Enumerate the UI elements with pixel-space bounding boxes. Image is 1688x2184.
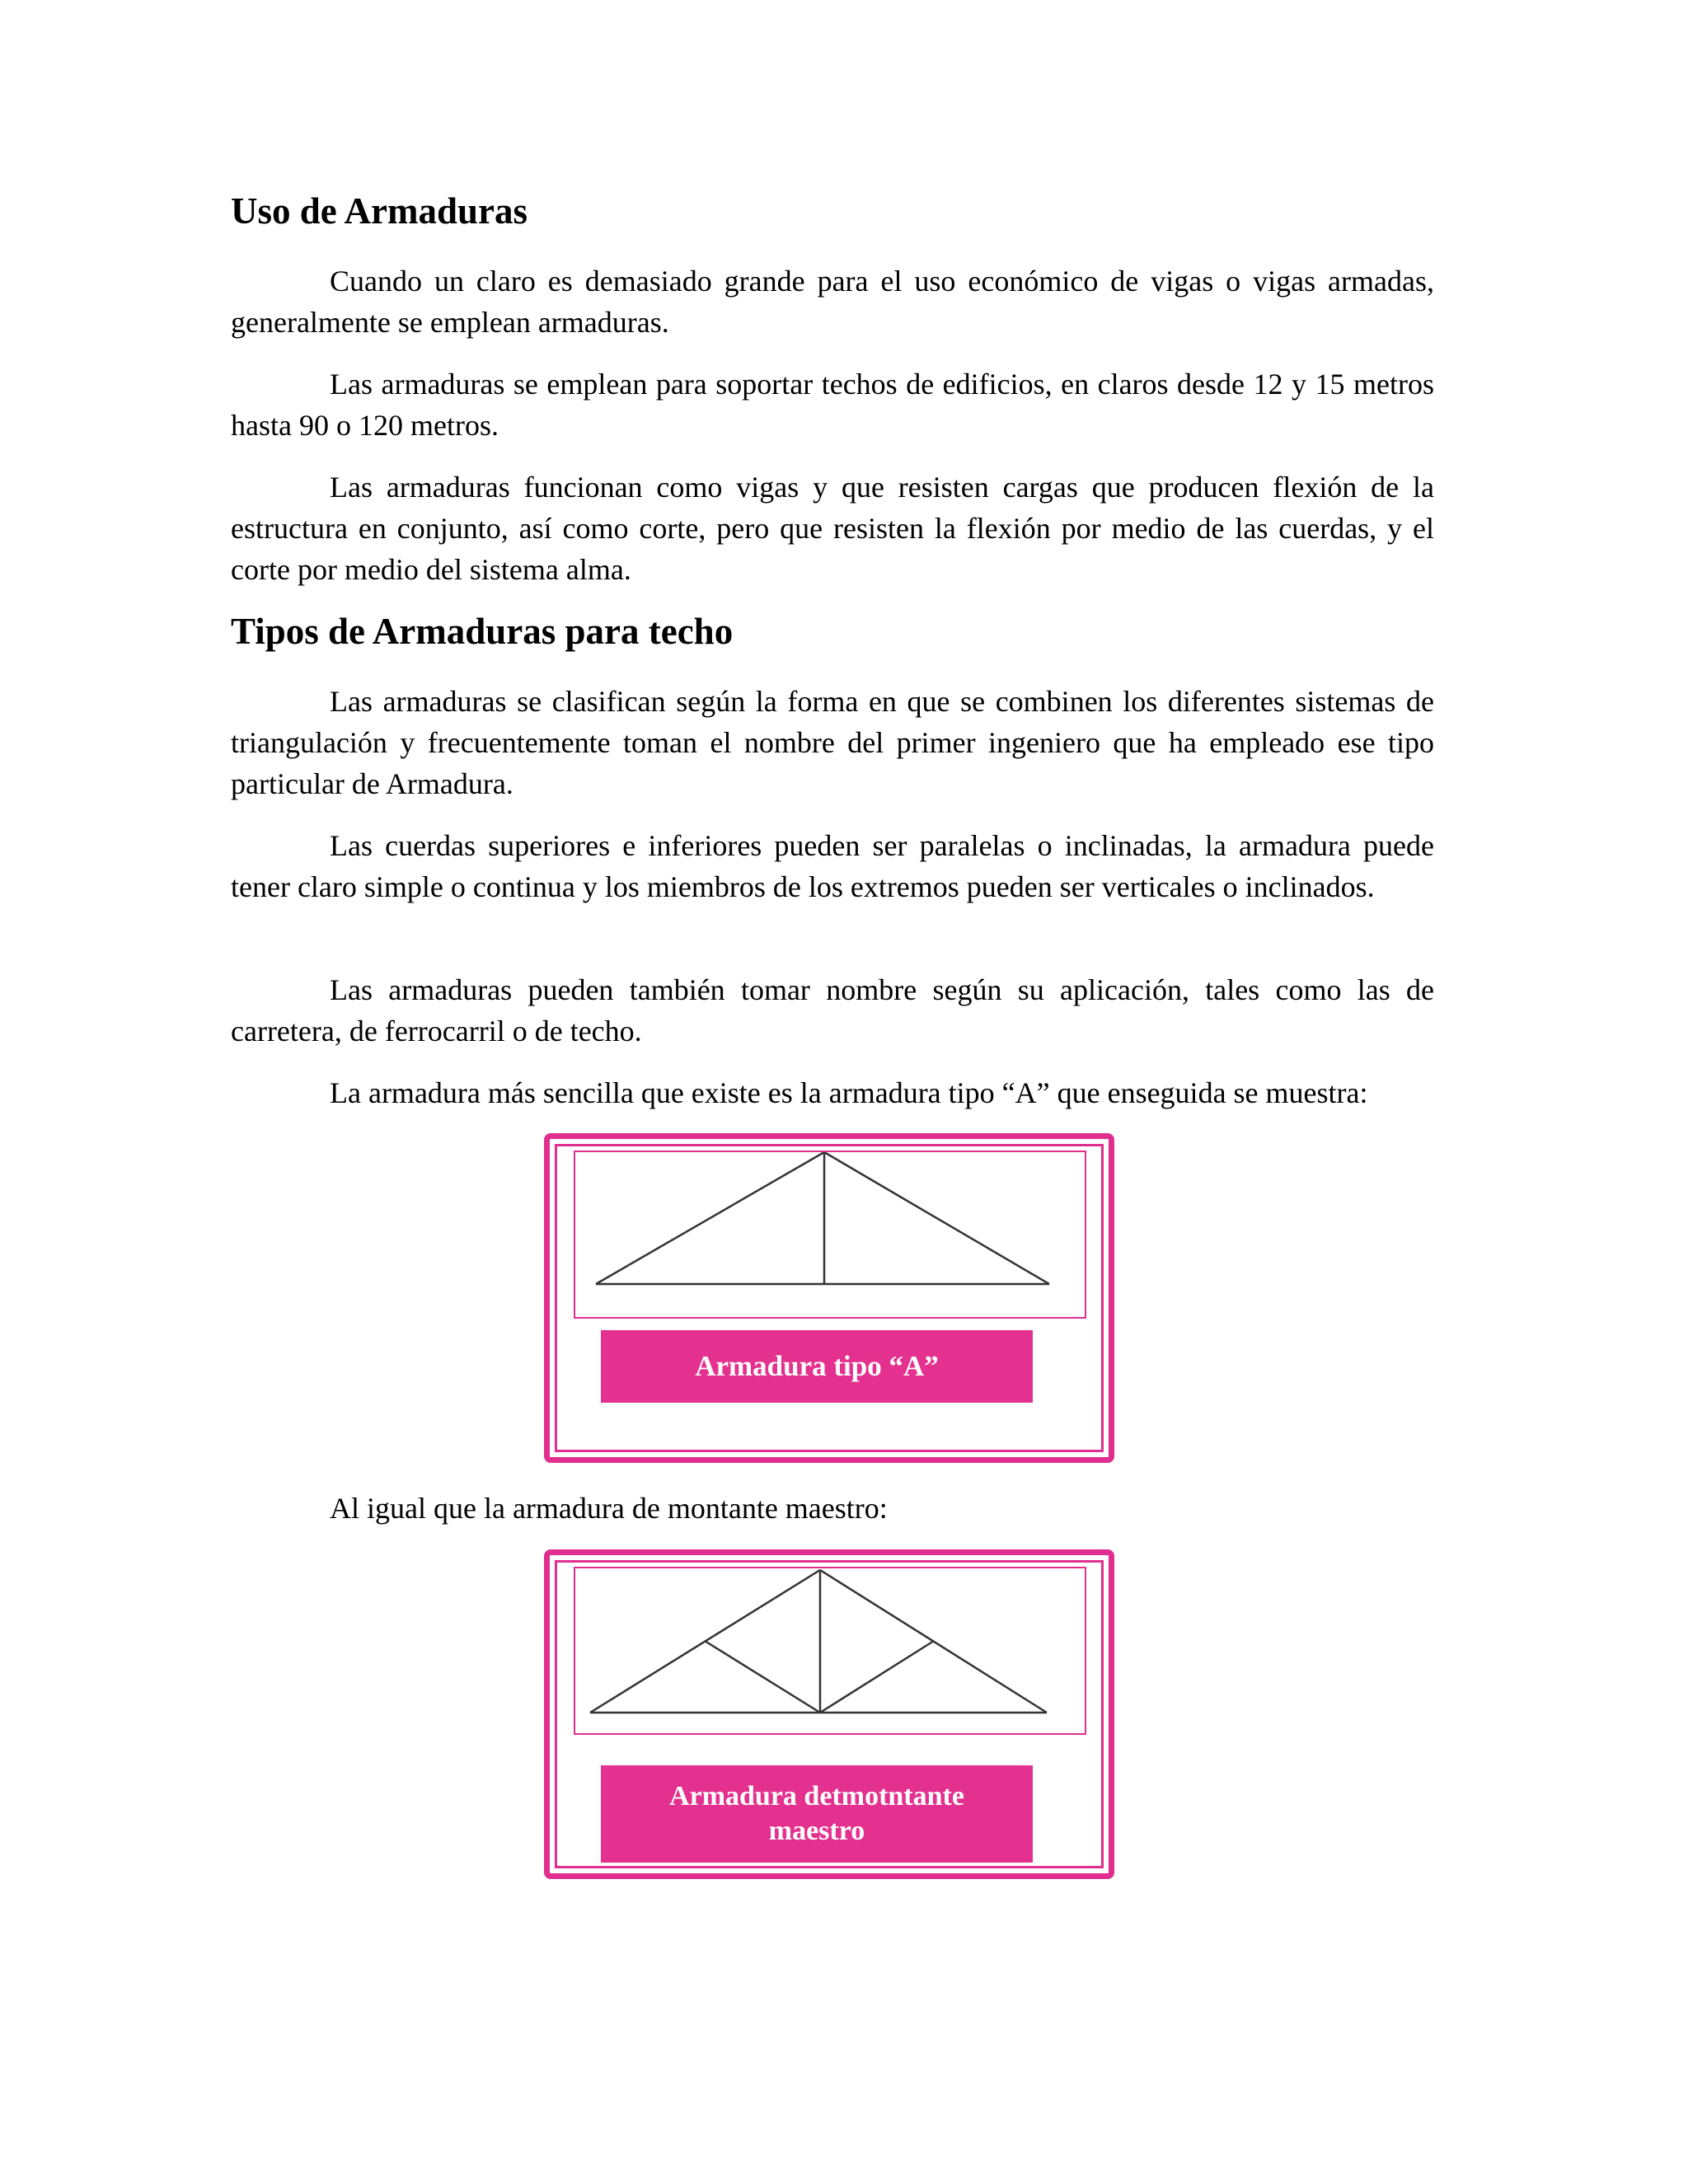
paragraph: Las armaduras se emplean para soportar techos de edificios, en claros desde 12 y 15 metros hasta 90 o 120 metros. xyxy=(231,368,1434,442)
figure-caption: Armadura tipo “A” xyxy=(601,1330,1033,1403)
paragraph: Las armaduras funcionan como vigas y que resisten cargas que producen flexión de la estructura en conjunto, así como corte, pero que resisten la flexión por medio de las cuerdas, y el corte por medio del sistema alma. xyxy=(231,471,1434,586)
paragraph: Las cuerdas superiores e inferiores pueden ser paralelas o inclinadas, la armadura puede tener claro simple o continua y los miembros de los extremos pueden ser verticales o inclinados. xyxy=(231,829,1434,903)
section-heading-tipos: Tipos de Armaduras para techo xyxy=(231,611,734,652)
figure-armadura-montante-maestro xyxy=(544,1549,1114,1879)
truss-left-rafter xyxy=(596,1152,824,1284)
section-heading-uso: Uso de Armaduras xyxy=(231,190,528,232)
truss-left-diagonal xyxy=(705,1641,820,1713)
truss-montante-diagram xyxy=(575,1568,1085,1733)
truss-diagram-box xyxy=(574,1151,1086,1319)
truss-diagram-box xyxy=(574,1567,1086,1735)
truss-right-rafter xyxy=(824,1152,1049,1284)
paragraph: Las armaduras se clasifican según la forma en que se combinen los diferentes sistemas de triangulación y frecuentemente toman el nombre del primer ingeniero que ha empleado ese tipo particular de Armadura. xyxy=(231,685,1434,800)
figure-caption: Armadura detmotntante maestro xyxy=(601,1765,1033,1863)
figure-intro-text: Al igual que la armadura de montante maestro: xyxy=(330,1492,888,1525)
paragraph: Cuando un claro es demasiado grande para el uso económico de vigas o vigas armadas, generalmente se emplean armaduras. xyxy=(231,265,1434,339)
paragraph: Las armaduras pueden también tomar nombre según su aplicación, tales como las de carretera, de ferrocarril o de techo. xyxy=(231,973,1434,1047)
truss-right-diagonal xyxy=(820,1641,934,1713)
paragraph: La armadura más sencilla que existe es la armadura tipo “A” que enseguida se muestra: xyxy=(330,1076,1368,1109)
truss-a-diagram xyxy=(575,1152,1085,1317)
figure-armadura-tipo-a xyxy=(544,1133,1114,1463)
